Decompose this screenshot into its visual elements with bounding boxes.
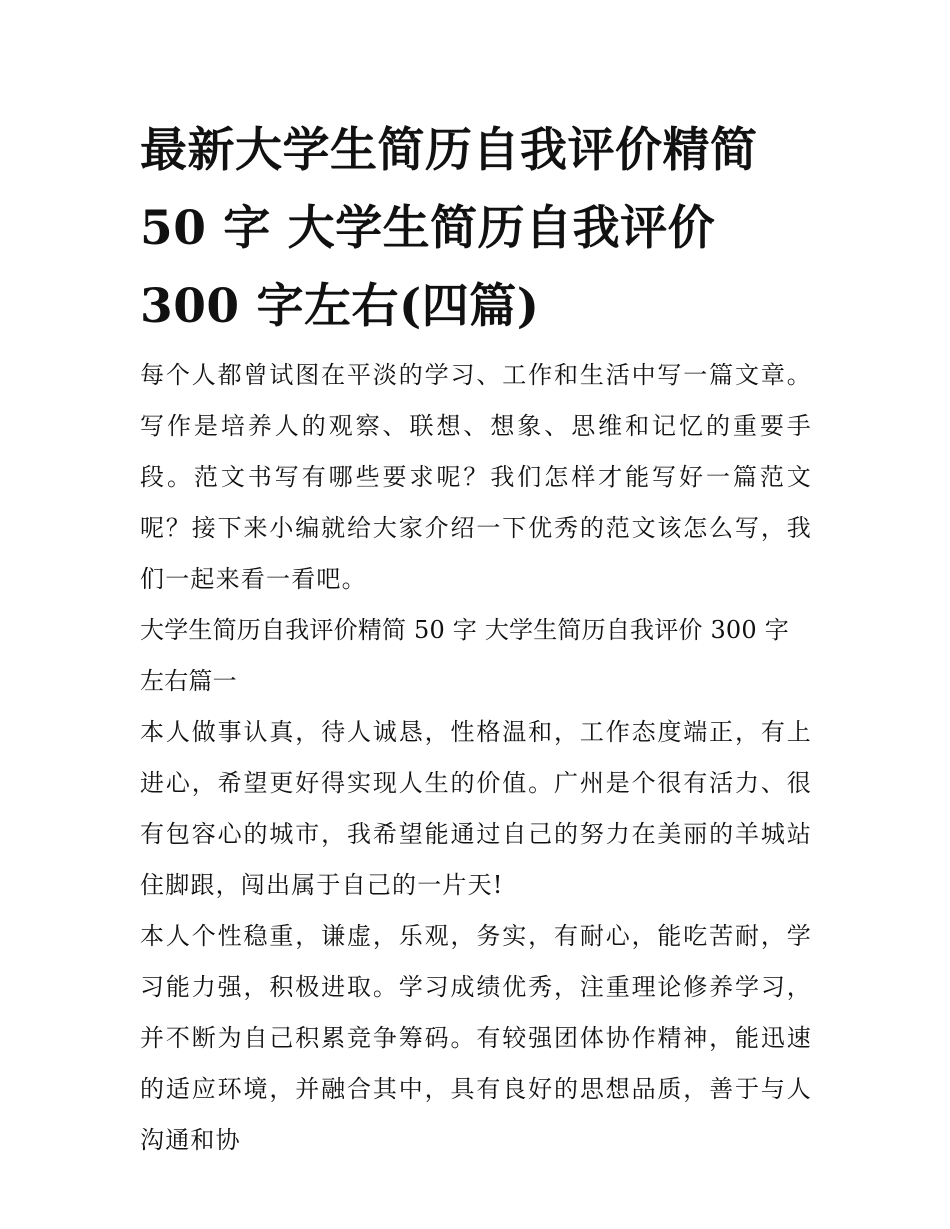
intro-paragraph: 每个人都曾试图在平淡的学习、工作和生活中写一篇文章。写作是培养人的观察、联想、想象、思维和记忆的重要手段。范文书写有哪些要求呢？我们怎样才能写好一篇范文呢？接下来小编就给大家介绍一下优秀的范文该怎么写，我们一起来看一看吧。 <box>140 361 812 593</box>
body-paragraph-2: 本人个性稳重，谦虚，乐观，务实，有耐心，能吃苦耐，学习能力强，积极进取。学习成绩优秀，注重理论修养学习，并不断为自己积累竞争筹码。有较强团体协作精神，能迅速的适应环境，并融合其中，具有良好的思想品质，善于与人沟通和协 <box>140 922 812 1154</box>
document-title: 最新大学生简历自我评价精简 50 字 大学生简历自我评价 300 字左右(四篇) <box>140 123 758 334</box>
body-paragraph-1: 本人做事认真，待人诚恳，性格温和，工作态度端正，有上进心，希望更好得实现人生的价值。广州是个很有活力、很有包容心的城市，我希望能通过自己的努力在美丽的羊城站住脚跟，闯出属于自己的一片天! <box>140 718 812 899</box>
document-body <box>140 112 812 1166</box>
section-heading: 大学生简历自我评价精简 50 字 大学生简历自我评价 300 字左右篇一 <box>140 616 789 695</box>
